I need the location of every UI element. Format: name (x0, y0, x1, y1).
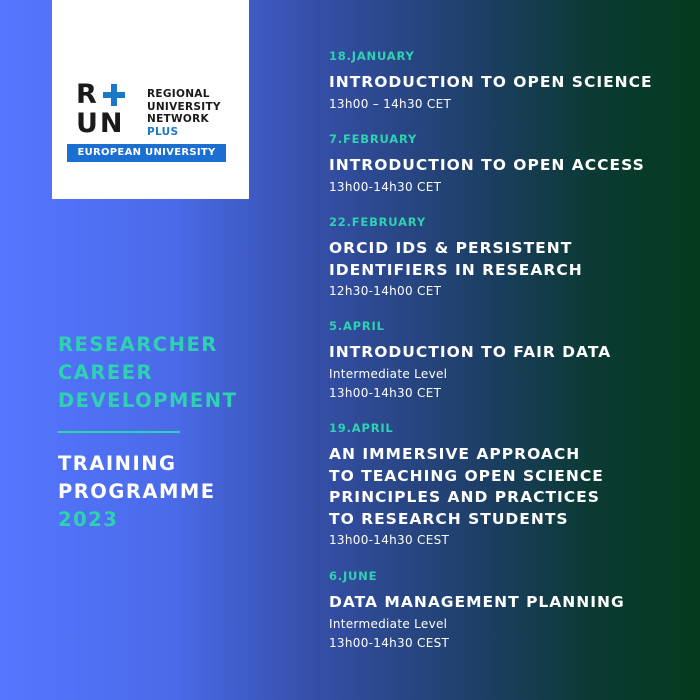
logo-text-plus: PLUS (147, 125, 179, 138)
title-divider (58, 431, 180, 433)
event-level: Intermediate Level (329, 366, 448, 381)
event-time: 13h00-14h30 CET (329, 179, 442, 194)
event-date: 6.JUNE (329, 569, 378, 583)
logo-text-line: NETWORK (147, 113, 209, 125)
event-time: 12h30-14h00 CET (329, 284, 442, 298)
event-title (329, 444, 689, 530)
programme-subtitle (58, 450, 216, 534)
event-date: 5.APRIL (329, 319, 385, 333)
event-date: 22.FEBRUARY (329, 215, 426, 229)
run-logo-mark (76, 80, 138, 138)
event-title-line: TO RESEARCH STUDENTS (329, 509, 569, 528)
event-item (329, 132, 689, 196)
title-line: CAREER (58, 361, 154, 384)
event-time: 13h00-14h30 CET (329, 385, 442, 400)
event-title (329, 342, 689, 364)
event-item (329, 49, 689, 113)
event-title (329, 238, 689, 281)
event-item (329, 569, 689, 652)
event-title-line: AN IMMERSIVE APPROACH (329, 445, 581, 463)
event-time: 13h00-14h30 CEST (329, 533, 450, 547)
event-item (329, 319, 689, 402)
logo-letters-un: UN (76, 108, 125, 139)
event-level: Intermediate Level (329, 616, 448, 631)
event-title-line: TO TEACHING OPEN SCIENCE (329, 466, 604, 485)
title-line: DEVELOPMENT (58, 389, 238, 412)
event-item (329, 421, 689, 549)
event-date: 19.APRIL (329, 421, 394, 435)
event-title-line: INTRODUCTION TO FAIR DATA (329, 343, 612, 361)
run-logo (52, 0, 249, 199)
event-item (329, 215, 689, 300)
event-title-line: PRINCIPLES AND PRACTICES (329, 488, 600, 506)
event-time: 13h00 – 14h30 CET (329, 96, 452, 111)
logo-wordmark (147, 88, 247, 138)
event-title (329, 72, 689, 94)
event-title-line: INTRODUCTION TO OPEN ACCESS (329, 156, 645, 174)
event-date: 7.FEBRUARY (329, 132, 418, 146)
programme-year: 2023 (58, 508, 119, 531)
event-date: 18.JANUARY (329, 49, 415, 63)
subtitle-line: PROGRAMME (58, 480, 216, 503)
event-time: 13h00-14h30 CEST (329, 635, 450, 650)
event-title-line: ORCID IDS & PERSISTENT (329, 239, 573, 257)
event-title-line: INTRODUCTION TO OPEN SCIENCE (329, 73, 653, 91)
event-title (329, 155, 689, 177)
logo-letter-r: R (76, 79, 99, 110)
european-university-bar: EUROPEAN UNIVERSITY (67, 144, 226, 162)
title-line: RESEARCHER (58, 333, 218, 356)
subtitle-line: TRAINING (58, 452, 177, 475)
event-title-line: IDENTIFIERS IN RESEARCH (329, 260, 583, 279)
logo-text-line: REGIONAL (147, 88, 210, 100)
plus-icon (103, 84, 125, 106)
event-title-line: DATA MANAGEMENT PLANNING (329, 593, 625, 611)
event-title (329, 592, 689, 614)
programme-title (58, 331, 237, 415)
logo-text-line: UNIVERSITY (147, 100, 221, 113)
